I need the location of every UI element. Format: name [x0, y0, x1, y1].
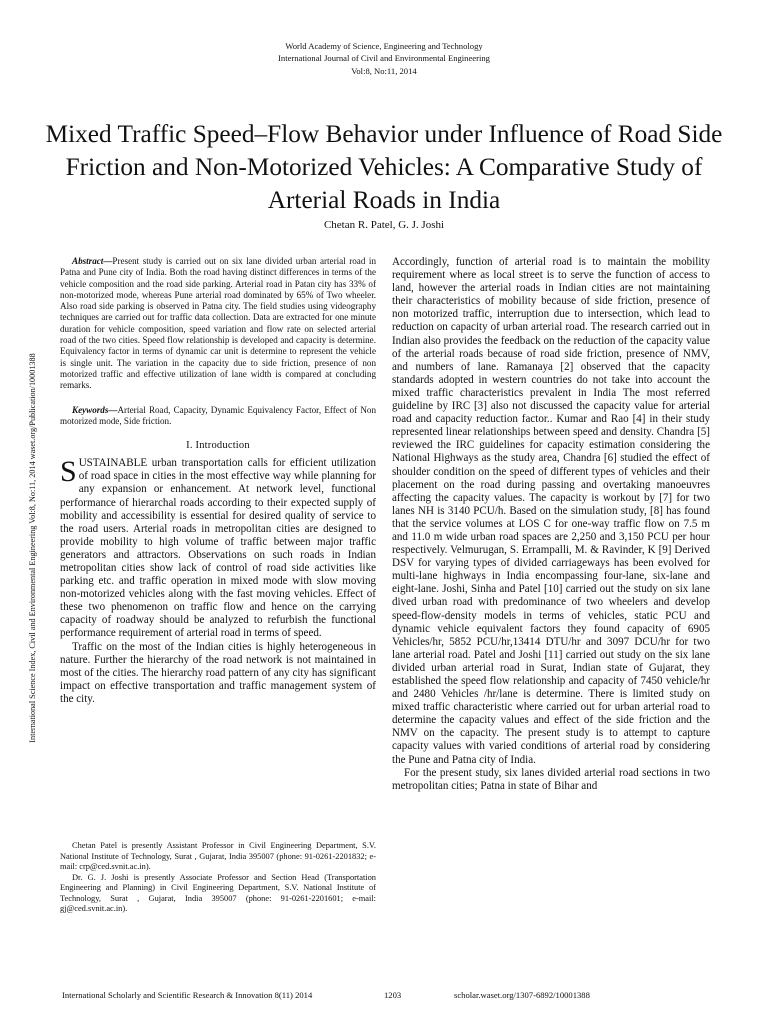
journal-header [0, 40, 768, 77]
footnote-author-2: Dr. G. J. Joshi is presently Associate Professor and Section Head (Transportation Engineering and Planning) in Civil Engineering Department, S.V. National Institute of Technology, Surat , Gujarat, India 395007 (phone: 91-0261-2201601; e-mail: gj@ced.svnit.ac.in). [60, 872, 376, 913]
intro-paragraph-1-text: USTAINABLE urban transportation calls for efficient utilization of road space in cities in the most effective way while planning for any expansion or enhancement. At network level, functional performance of hierarchal roads according to their expected supply of mobility and accessibility is essential for desired quality of service to the road users. Arterial roads in metropolitan cities are designed to provide mobility to high volume of traffic between major traffic generators and attractors. Observations on such roads in Indian metropolitan cities show lack of control of road side activities like parking etc. and traffic operation in mixed mode with slow moving non-motorized vehicles along with the fast moving vehicles. Effect of these two phenomenon on traffic flow and hence on the carrying capacity of roadway should be analyzed to refurbish the functional performance requirement of arterial road in terms of speed. [60, 457, 376, 640]
drop-cap: S [60, 455, 77, 489]
page-footer [0, 990, 768, 1004]
footer-publisher: International Scholarly and Scientific Research & Innovation 8(11) 2014 [62, 990, 313, 1000]
intro-paragraph-2: Traffic on the most of the Indian cities is highly heterogeneous in nature. Further the hierarchy of the road network is not maintained in most of the cities. The hierarchy road pattern of any city has significant impact on effective transportation and traffic management system of the city. [60, 640, 376, 705]
abstract-text: Present study is carried out on six lane divided urban arterial road in Patna and Pune city of India. Both the road having distinct differences in terms of the vehicle composition and the road side parking. Arterial road in Patan city has 33% of non-motorized mode, whereas Pune arterial road dominated by 65% of Two wheeler. Also road side parking is observed in Patna city. The field studies using videography techniques are carried out for traffic data collection. Data are extracted for one minute duration for vehicle composition, speed variation and flow rate on selected arterial road of the two cities. Speed flow relationship is developed and capacity is determine. Equivalency factor in terms of dynamic car unit is determine to represent the vehicle is single unit. The variation in the capacity due to side friction, presence of non motorized traffic and effective utilization of lane width is compared at concluding remarks. [60, 256, 376, 391]
keywords [60, 405, 376, 428]
page-number: 1203 [384, 990, 402, 1000]
sidebar-citation: International Science Index, Civil and Environmental Engineering Vol:8, No:11, 2014 waset.org/Publication/10001388 [28, 353, 37, 743]
header-line-volume: Vol:8, No:11, 2014 [351, 65, 417, 76]
footnote-author-1: Chetan Patel is presently Assistant Professor in Civil Engineering Department, S.V. National Institute of Technology, Surat , Gujarat, India 395007 (phone: 91-0261-2201832; e-mail: crp@ced.svnit.ac.in). [60, 841, 376, 871]
right-paragraph-1: Accordingly, function of arterial road is to maintain the mobility requirement where as local street is to serve the function of access to land, however the arterial roads in Indian cities are not maintaining their characteristics of mobility because of side friction, presence of non motorized traffic, interruption due to intersection, which lead to reduction on capacity of urban arterial road. The research carried out in Indian also provides the feedback on the reduction of the capacity value of the arterial roads because of road side friction, presence of NMV, and numbers of lane. Ramanaya [2] observed that the capacity standards adopted in western countries do not take into account the mixed traffic characteristics prevalent in India The most referred guideline by IRC [3] also not discussed the capacity value for arterial road and capacity reduction factor.. Kumar and Rao [4] in their study represented linear relationships between speed and density. Chandra [5] reviewed the IRC guidelines for capacity estimation considering the National Highways as the study area, Chandra [6] studied the effect of shoulder condition on the speed of different types of vehicles and their placement on the road during passing and overtaking manoeuvres affecting the capacity values. The capacity is workout by [7] for two lanes NH is 3140 PCU/h. Based on the simulation study, [8] has found that the service volumes at LOS C for one-way traffic flow on 7.5 m and 11.0 m wide urban road spaces are 2,250 and 3,150 PCU per hour respectively. Velmurugan, S. Errampalli, M. & Ravinder, K [9] Derived DSV for varying types of divided carriageways has been evolved for multi-lane highways in India encompassing four-lane, six-lane and eight-lane. Joshi, Sinha and Patel [10] carried out the study on six lane dived urban road with predominance of two wheelers and develop speed-flow-density models in terms of vehicles, static PCU and dynamic vehicle equivalent factors they found capacity of 6905 Vehicles/hr, 5852 PCU/hr,13414 DTU/hr and 3097 DCU/hr for two lane arterial road. Patel and Joshi [11] carried out study on the six lane divided urban arterial road in Surat, Indian state of Gujarat, they established the speed flow relationship and capacity of 7450 vehicle/hr and 2480 Vehicles /hr/lane is determine. There is limited study on mixed traffic characteristic where carried out for urban arterial road to determine the capacity values and effect of the side friction and the NMV on the capacity. The present study is to attempt to capture capacity values with varied conditions of arterial road by considering the Pune and Patna city of India. [392, 256, 710, 766]
intro-paragraph-1 [60, 457, 376, 640]
footnotes [60, 841, 376, 915]
keywords-text: Arterial Road, Capacity, Dynamic Equivalency Factor, Effect of Non motorized mode, Side friction. [60, 404, 376, 426]
paper-title: Mixed Traffic Speed–Flow Behavior under Influence of Road Side Friction and Non-Motorized Vehicles: A Comparative Study of Arterial Roads in India [45, 120, 723, 214]
header-line-organization: World Academy of Science, Engineering and Technology [285, 41, 483, 51]
paper-authors: Chetan R. Patel, G. J. Joshi [323, 219, 445, 231]
header-line-journal: International Journal of Civil and Environmental Engineering [278, 53, 490, 64]
left-column [60, 256, 376, 706]
keywords-label: Keywords— [72, 404, 118, 415]
abstract-label: Abstract— [72, 256, 113, 266]
right-column [392, 256, 710, 793]
right-paragraph-2: For the present study, six lanes divided arterial road sections in two metropolitan cities; Patna in state of Bihar and [392, 766, 710, 792]
section-heading-introduction: I. Introduction [186, 440, 250, 452]
abstract [60, 256, 376, 392]
footer-url: scholar.waset.org/1307-6892/10001388 [454, 990, 590, 1000]
